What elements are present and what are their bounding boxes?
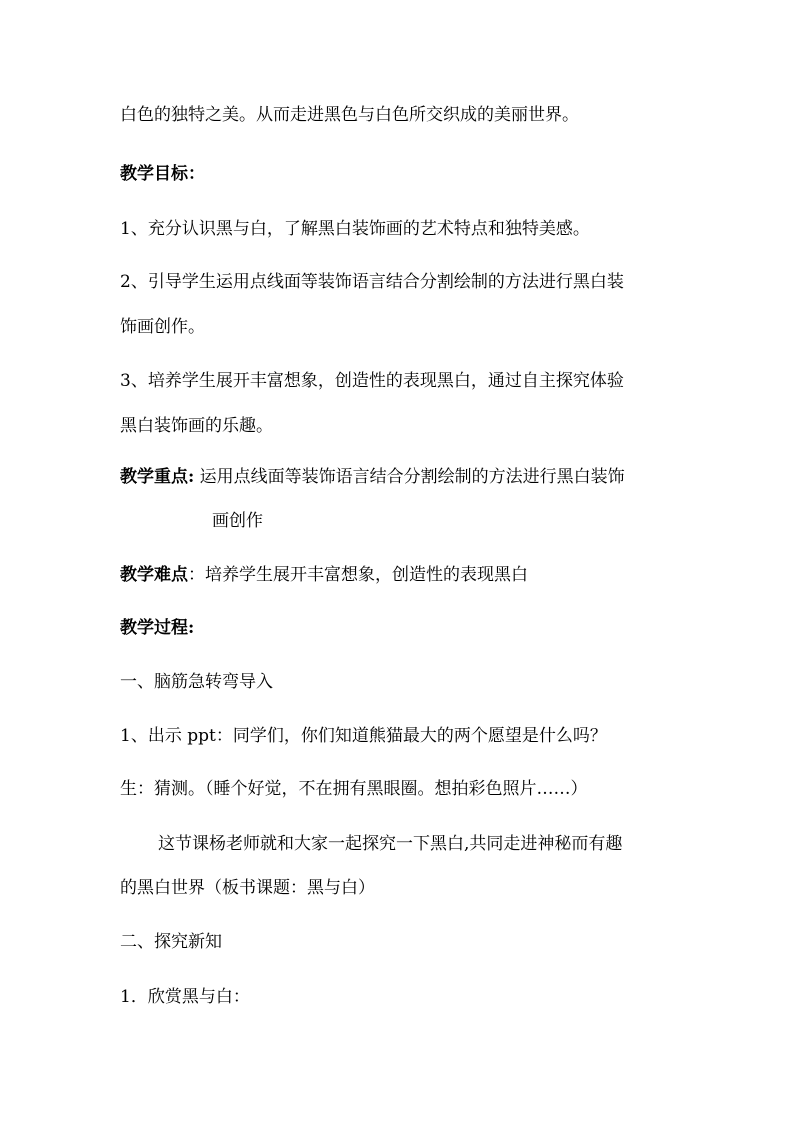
objective-3-line-1: 3、培养学生展开丰富想象，创造性的表现黑白，通过自主探究体验 — [120, 371, 624, 391]
objective-2-line-2: 饰画创作。 — [120, 317, 205, 337]
difficulty-label: 教学难点 — [120, 565, 188, 585]
section-2-heading: 二、探究新知 — [120, 932, 222, 952]
objectives-heading: 教学目标： — [120, 164, 205, 184]
difficulty-text: ：培养学生展开丰富想象，创造性的表现黑白 — [188, 565, 528, 585]
difficulty-row — [120, 563, 528, 587]
section-2-step-1: 1．欣赏黑与白： — [120, 987, 250, 1007]
teacher-paragraph-line-2: 的黑白世界（板书课题：黑与白） — [120, 878, 375, 898]
teacher-paragraph-line-1: 这节课杨老师就和大家一起探究一下黑白,共同走进神秘而有趣 — [158, 834, 623, 854]
key-point-label: 教学重点: — [120, 467, 195, 487]
step-1: 1、出示 ppt：同学们，你们知道熊猫最大的两个愿望是什么吗？ — [120, 726, 607, 746]
intro-tail-paragraph: 白色的独特之美。从而走进黑色与白色所交织成的美丽世界。 — [120, 105, 579, 125]
key-point-row — [120, 465, 625, 489]
section-1-heading: 一、脑筋急转弯导入 — [120, 672, 273, 692]
objective-3-line-2: 黑白装饰画的乐趣。 — [120, 416, 273, 436]
key-point-continuation: 画创作 — [212, 511, 263, 531]
key-point-text: 运用点线面等装饰语言结合分割绘制的方法进行黑白装饰 — [194, 467, 625, 487]
objective-1: 1、充分认识黑与白，了解黑白装饰画的艺术特点和独特美感。 — [120, 219, 590, 239]
student-answer: 生：猜测。（睡个好觉，不在拥有黑眼圈。想拍彩色照片……） — [120, 779, 588, 799]
objective-2-line-1: 2、引导学生运用点线面等装饰语言结合分割绘制的方法进行黑白装 — [120, 272, 624, 292]
process-heading: 教学过程: — [120, 618, 195, 638]
